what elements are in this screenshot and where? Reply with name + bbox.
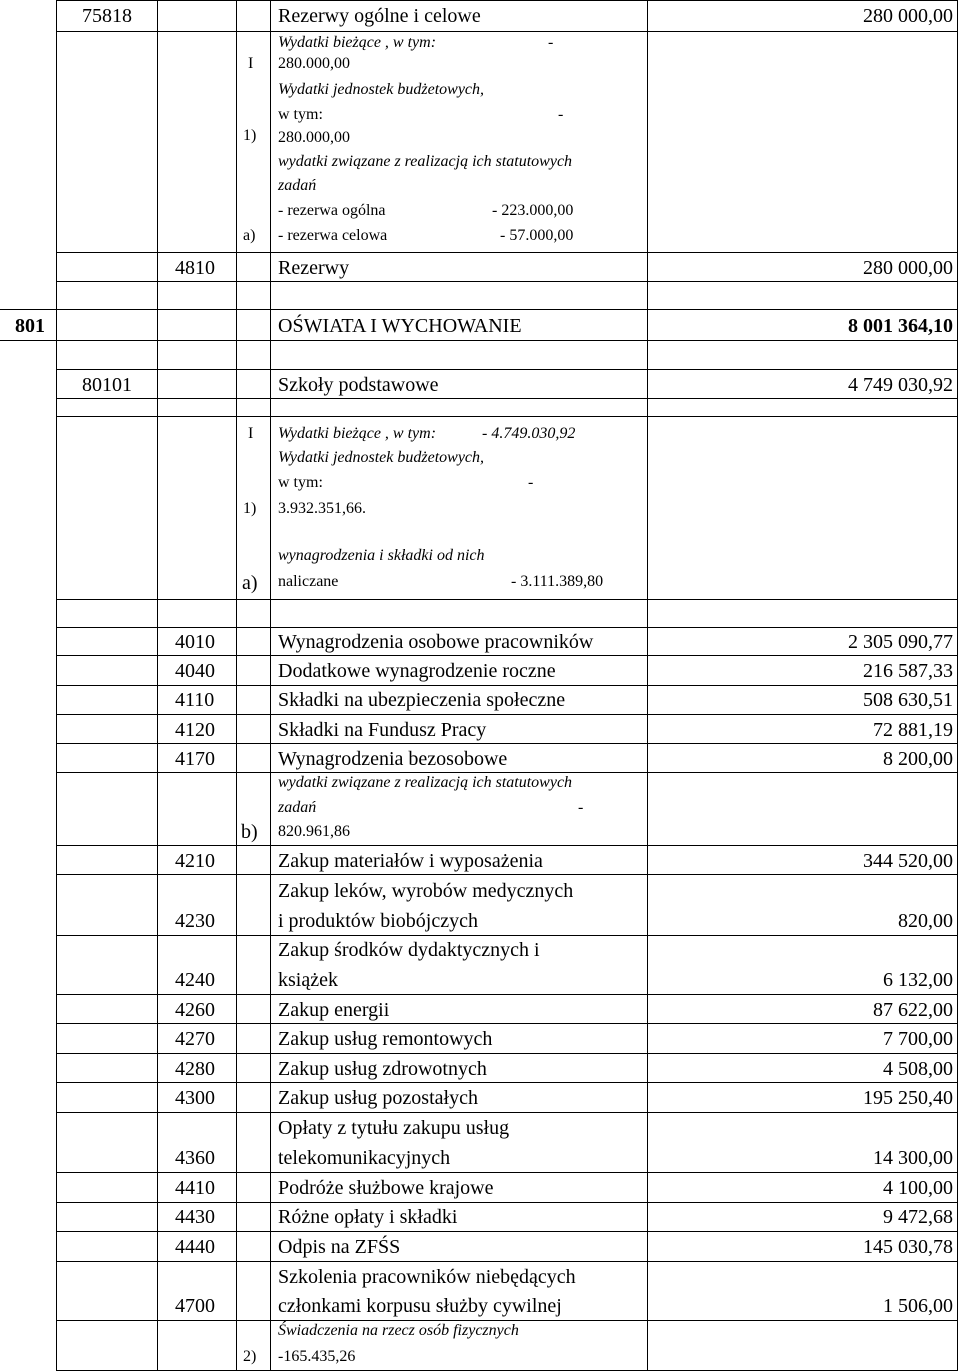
item-number: a) — [243, 227, 256, 244]
row-name-line2: członkami korpusu służby cywilnej — [278, 1295, 562, 1317]
section-code: 801 — [15, 315, 45, 337]
row-code: 4210 — [175, 850, 215, 872]
row-line — [0, 340, 958, 341]
detail-value: - 223.000,00 — [492, 202, 574, 219]
detail-dash: - — [578, 799, 584, 816]
detail-text: w tym: — [278, 474, 323, 491]
row-name: Rezerwy ogólne i celowe — [278, 5, 481, 27]
row-line — [56, 281, 958, 282]
row-amount: 344 520,00 — [863, 850, 953, 872]
detail-value: - 4.749.030,92 — [482, 425, 576, 442]
row-code: 4120 — [175, 719, 215, 741]
row-line — [56, 1023, 958, 1024]
row-name: Zakup usług remontowych — [278, 1028, 493, 1050]
row-line — [56, 1172, 958, 1173]
detail-value: 820.961,86 — [278, 823, 350, 840]
row-amount: 195 250,40 — [863, 1087, 953, 1109]
row-amount: 6 132,00 — [883, 969, 953, 991]
row-code: 75818 — [82, 5, 132, 27]
row-code: 4170 — [175, 748, 215, 770]
row-line — [56, 1082, 958, 1083]
detail-value: 280.000,00 — [278, 129, 350, 146]
row-amount: 8 200,00 — [883, 748, 953, 770]
detail-text: w tym: — [278, 106, 323, 123]
row-amount: 87 622,00 — [873, 999, 953, 1021]
detail-value: 280.000,00 — [278, 55, 350, 72]
row-line — [56, 685, 958, 686]
row-name: Składki na Fundusz Pracy — [278, 719, 487, 741]
row-name: Rezerwy — [278, 257, 350, 279]
row-amount: 2 305 090,77 — [848, 631, 953, 653]
row-code: 4700 — [175, 1295, 215, 1317]
detail-text: zadań — [278, 799, 317, 816]
detail-value: - 3.111.389,80 — [511, 573, 604, 590]
row-line — [56, 1320, 958, 1321]
section-name: OŚWIATA I WYCHOWANIE — [278, 315, 522, 337]
item-number: 1) — [243, 500, 257, 517]
item-number: a) — [242, 572, 258, 594]
row-line — [56, 655, 958, 656]
detail-text: Wydatki bieżące , w tym: — [278, 425, 437, 442]
row-line — [56, 627, 958, 628]
row-line — [56, 599, 958, 600]
row-amount: 216 587,33 — [863, 660, 953, 682]
row-name-line2: telekomunikacyjnych — [278, 1147, 451, 1169]
detail-value: -165.435,26 — [278, 1348, 356, 1365]
row-line — [56, 1053, 958, 1054]
row-amount: 14 300,00 — [873, 1147, 953, 1169]
row-line — [56, 935, 958, 936]
row-amount: 4 508,00 — [883, 1058, 953, 1080]
row-name: Zakup materiałów i wyposażenia — [278, 850, 543, 872]
row-line — [56, 845, 958, 846]
detail-dash: - — [528, 474, 534, 491]
detail-value: - 57.000,00 — [500, 227, 574, 244]
detail-text: wynagrodzenia i składki od nich — [278, 547, 485, 564]
item-number: 2) — [243, 1348, 257, 1365]
item-number: I — [248, 55, 254, 72]
item-number: I — [248, 425, 254, 442]
row-amount: 4 100,00 — [883, 1177, 953, 1199]
row-amount: 280 000,00 — [863, 257, 953, 279]
row-name: Składki na ubezpieczenia społeczne — [278, 689, 566, 711]
row-amount: 280 000,00 — [863, 5, 953, 27]
detail-value: 3.932.351,66. — [278, 500, 366, 517]
row-name-line1: Opłaty z tytułu zakupu usług — [278, 1117, 510, 1139]
detail-text: Wydatki jednostek budżetowych, — [278, 449, 485, 466]
row-code: 4240 — [175, 969, 215, 991]
detail-text: - rezerwa ogólna — [278, 202, 386, 219]
row-code: 4410 — [175, 1177, 215, 1199]
row-name-line1: Zakup leków, wyrobów medycznych — [278, 880, 574, 902]
row-amount: 145 030,78 — [863, 1236, 953, 1258]
row-line — [56, 31, 958, 32]
detail-dash: - — [558, 106, 564, 123]
row-amount: 72 881,19 — [873, 719, 953, 741]
row-name: Dodatkowe wynagrodzenie roczne — [278, 660, 556, 682]
row-name-line1: Szkolenia pracowników niebędących — [278, 1266, 576, 1288]
row-name: Wynagrodzenia osobowe pracowników — [278, 631, 594, 653]
row-name: Wynagrodzenia bezosobowe — [278, 748, 508, 770]
row-name-line1: Zakup środków dydaktycznych i — [278, 939, 540, 961]
detail-text: Świadczenia na rzecz osób fizycznych — [278, 1322, 519, 1339]
row-code: 4010 — [175, 631, 215, 653]
row-line — [56, 1231, 958, 1232]
detail-text: wydatki związane z realizacją ich statutowych — [278, 153, 573, 170]
row-name: Zakup energii — [278, 999, 390, 1021]
row-line — [56, 1112, 958, 1113]
row-name: Podróże służbowe krajowe — [278, 1177, 494, 1199]
row-code: 4280 — [175, 1058, 215, 1080]
row-name: Zakup usług zdrowotnych — [278, 1058, 487, 1080]
row-line — [56, 369, 958, 370]
row-code: 4040 — [175, 660, 215, 682]
row-code: 4430 — [175, 1206, 215, 1228]
row-line — [56, 994, 958, 995]
row-line — [56, 1261, 958, 1262]
row-code: 4260 — [175, 999, 215, 1021]
row-line — [56, 416, 958, 417]
row-name: Zakup usług pozostałych — [278, 1087, 478, 1109]
section-amount: 8 001 364,10 — [848, 315, 953, 337]
row-amount: 508 630,51 — [863, 689, 953, 711]
row-code: 4230 — [175, 910, 215, 932]
row-amount: 4 749 030,92 — [848, 374, 953, 396]
row-line — [0, 309, 958, 310]
row-code: 4440 — [175, 1236, 215, 1258]
row-code: 4110 — [175, 689, 215, 711]
detail-text: naliczane — [278, 573, 339, 590]
detail-text: wydatki związane z realizacją ich statutowych — [278, 774, 573, 791]
row-line — [56, 0, 958, 1]
row-amount: 1 506,00 — [883, 1295, 953, 1317]
row-line — [56, 714, 958, 715]
row-amount: 9 472,68 — [883, 1206, 953, 1228]
row-line — [56, 874, 958, 875]
row-line — [56, 743, 958, 744]
row-line — [56, 772, 958, 773]
row-name: Szkoły podstawowe — [278, 374, 439, 396]
row-name-line2: książek — [278, 969, 338, 991]
row-line — [56, 398, 958, 399]
item-number: b) — [241, 821, 258, 843]
row-amount: 820,00 — [898, 910, 953, 932]
detail-text: Wydatki bieżące , w tym: — [278, 34, 437, 51]
row-line — [56, 1202, 958, 1203]
row-code: 4270 — [175, 1028, 215, 1050]
row-name: Różne opłaty i składki — [278, 1206, 458, 1228]
row-name: Odpis na ZFŚS — [278, 1236, 401, 1258]
item-number: 1) — [243, 127, 257, 144]
row-amount: 7 700,00 — [883, 1028, 953, 1050]
detail-text: Wydatki jednostek budżetowych, — [278, 81, 485, 98]
detail-dash: - — [548, 34, 554, 51]
row-code: 4360 — [175, 1147, 215, 1169]
detail-text: zadań — [278, 177, 317, 194]
row-code: 80101 — [82, 374, 132, 396]
detail-text: - rezerwa celowa — [278, 227, 388, 244]
row-line — [56, 252, 958, 253]
row-name-line2: i produktów biobójczych — [278, 910, 478, 932]
row-code: 4810 — [175, 257, 215, 279]
row-code: 4300 — [175, 1087, 215, 1109]
